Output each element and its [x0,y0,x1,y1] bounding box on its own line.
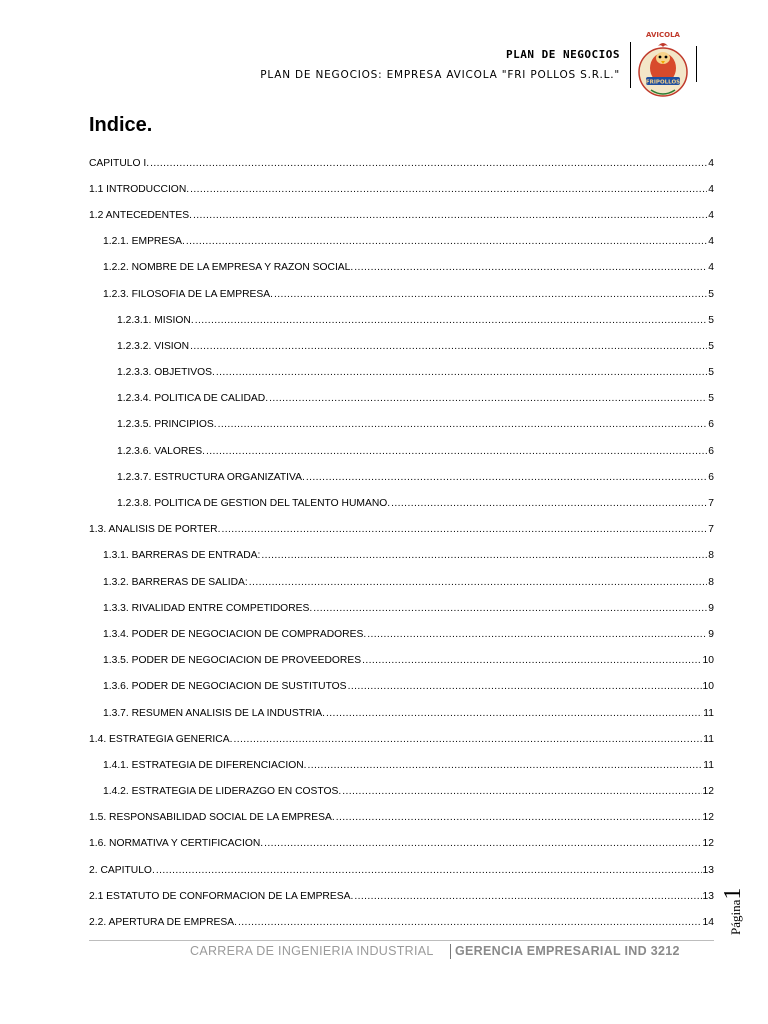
toc-entry-page: 14 [702,917,714,929]
footer-divider [89,940,714,941]
header-divider [630,42,631,88]
toc-entry-label: 1.3.3. RIVALIDAD ENTRE COMPETIDORES. [103,602,313,614]
logo-text-top: AVICOLA [646,31,680,39]
toc-entry-page: 13 [702,864,714,876]
toc-entry-label: 1.3.5. PODER DE NEGOCIACION DE PROVEEDORES [103,655,362,667]
toc-dot-leader [238,917,702,928]
toc-entry-label: 2.2. APERTURA DE EMPRESA. [89,917,238,929]
toc-entry-page: 5 [708,367,714,379]
toc-dot-leader [306,472,707,483]
footer-career: CARRERA DE INGENIERIA INDUSTRIAL [190,944,434,958]
toc-dot-leader [150,158,707,169]
page-number: 1 [720,887,746,900]
toc-entry[interactable] [89,752,714,778]
toc-entry-page: 8 [708,576,714,588]
toc-dot-leader [308,760,703,771]
toc-entry[interactable] [89,831,714,857]
toc-entry-label: 1.4. ESTRATEGIA GENERICA. [89,733,233,745]
toc-entry[interactable] [89,726,714,752]
toc-entry[interactable] [89,229,714,255]
company-logo [634,28,692,106]
toc-entry-page: 6 [708,471,714,483]
toc-entry-page: 11 [703,707,714,719]
toc-dot-leader [269,393,707,404]
toc-entry[interactable] [89,412,714,438]
header-title: PLAN DE NEGOCIOS [506,48,620,61]
header-divider-right [696,46,697,82]
toc-dot-leader [249,577,707,588]
toc-entry-label: 1.6. NORMATIVA Y CERTIFICACION. [89,838,264,850]
toc-entry[interactable] [89,517,714,543]
toc-entry[interactable] [89,386,714,412]
toc-entry[interactable] [89,490,714,516]
toc-entry-label: 1.2.2. NOMBRE DE LA EMPRESA Y RAZON SOCIAL. [103,262,354,274]
toc-entry-label: 1.3.2. BARRERAS DE SALIDA: [103,576,248,588]
toc-dot-leader [195,315,708,326]
toc-entry[interactable] [89,281,714,307]
toc-entry-page: 5 [708,314,714,326]
toc-entry[interactable] [89,674,714,700]
toc-dot-leader [336,812,702,823]
toc-dot-leader [354,891,701,902]
toc-entry-page: 4 [708,183,714,195]
toc-entry[interactable] [89,438,714,464]
toc-dot-leader [216,367,707,378]
toc-entry-page: 10 [702,681,714,693]
toc-entry-label: 1.2.3.2. VISION [117,340,190,352]
toc-entry-page: 6 [708,445,714,457]
toc-dot-leader [274,289,707,300]
header-subtitle: PLAN DE NEGOCIOS: EMPRESA AVICOLA "FRI POLLOS S.R.L." [260,69,620,81]
toc-entry-page: 4 [708,262,714,274]
toc-entry-page: 12 [702,838,714,850]
toc-entry[interactable] [89,595,714,621]
toc-entry-page: 8 [708,550,714,562]
toc-entry-label: 1.2 ANTECEDENTES. [89,209,192,221]
toc-dot-leader [261,550,707,561]
index-heading: Indice. [89,114,153,136]
toc-entry[interactable] [89,176,714,202]
toc-entry-label: 1.2.3.3. OBJETIVOS. [117,367,215,379]
toc-entry-label: 1.3.1. BARRERAS DE ENTRADA: [103,550,261,562]
toc-entry[interactable] [89,543,714,569]
toc-entry-label: 1.2.3.8. POLITICA DE GESTION DEL TALENTO HUMANO. [117,498,391,510]
toc-entry-page: 5 [708,288,714,300]
toc-entry-label: 1.2.3.4. POLITICA DE CALIDAD. [117,393,269,405]
toc-entry-page: 9 [708,602,714,614]
toc-entry-label: 1.3.6. PODER DE NEGOCIACION DE SUSTITUTOS [103,681,347,693]
toc-entry[interactable] [89,150,714,176]
toc-entry-label: 1.2.3.1. MISION. [117,314,194,326]
toc-entry[interactable] [89,569,714,595]
toc-entry-label: 2.1 ESTATUTO DE CONFORMACION DE LA EMPRESA. [89,890,354,902]
toc-entry-page: 11 [703,759,714,771]
toc-dot-leader [264,838,701,849]
toc-entry[interactable] [89,648,714,674]
toc-dot-leader [190,184,707,195]
toc-dot-leader [233,734,702,745]
toc-entry[interactable] [89,360,714,386]
toc-entry-page: 13 [702,890,714,902]
toc-entry-label: 1.3. ANALISIS DE PORTER. [89,524,221,536]
toc-entry-page: 12 [702,786,714,798]
toc-entry-label: 1.2.3.7. ESTRUCTURA ORGANIZATIVA. [117,471,305,483]
toc-entry-page: 4 [708,209,714,221]
toc-entry-label: 1.2.1. EMPRESA. [103,236,185,248]
toc-entry-page: 12 [702,812,714,824]
toc-dot-leader [190,341,707,352]
toc-dot-leader [391,498,707,509]
toc-entry-page: 6 [708,419,714,431]
toc-entry-label: 2. CAPITULO. [89,864,155,876]
toc-entry-page: 7 [708,498,714,510]
toc-entry-label: 1.5. RESPONSABILIDAD SOCIAL DE LA EMPRESA. [89,812,335,824]
toc-entry[interactable] [89,883,714,909]
toc-entry-label: 1.3.4. PODER DE NEGOCIACION DE COMPRADORES. [103,628,367,640]
toc-entry-label: 1.3.7. RESUMEN ANALISIS DE LA INDUSTRIA. [103,707,326,719]
toc-entry-label: 1.2.3.5. PRINCIPIOS. [117,419,217,431]
toc-entry-label: 1.4.2. ESTRATEGIA DE LIDERAZGO EN COSTOS. [103,786,342,798]
toc-entry[interactable] [89,255,714,281]
toc-dot-leader [206,446,707,457]
toc-entry-label: 1.2.3.6. VALORES. [117,445,205,457]
toc-entry-label: 1.2.3. FILOSOFIA DE LA EMPRESA. [103,288,273,300]
toc-dot-leader [354,262,707,273]
toc-entry[interactable] [89,202,714,228]
toc-dot-leader [156,865,702,876]
toc-entry-page: 11 [703,733,714,745]
toc-entry-label: 1.4.1. ESTRATEGIA DE DIFERENCIACION. [103,759,307,771]
toc-entry-label: CAPITULO I. [89,157,150,169]
toc-entry[interactable] [89,805,714,831]
toc-entry-page: 4 [708,236,714,248]
toc-entry[interactable] [89,621,714,647]
toc-dot-leader [313,603,707,614]
footer-course: GERENCIA EMPRESARIAL IND 3212 [455,944,680,958]
page-word: Página [728,899,743,935]
toc-dot-leader [367,629,707,640]
toc-entry-page: 9 [708,628,714,640]
toc-entry-page: 5 [708,393,714,405]
toc-dot-leader [348,681,702,692]
toc-entry[interactable] [89,464,714,490]
toc-entry[interactable] [89,700,714,726]
toc-entry-page: 4 [708,157,714,169]
toc-entry-page: 7 [708,524,714,536]
toc-dot-leader [186,236,707,247]
toc-entry-label: 1.1 INTRODUCCION. [89,183,190,195]
toc-entry[interactable] [89,909,714,935]
page-number-label [720,887,768,935]
toc-dot-leader [326,708,702,719]
footer-separator [450,944,451,959]
toc-dot-leader [342,786,701,797]
toc-dot-leader [193,210,707,221]
toc-entry[interactable] [89,307,714,333]
toc-entry-page: 5 [708,340,714,352]
toc-entry-page: 10 [702,655,714,667]
toc-entry[interactable] [89,779,714,805]
toc-dot-leader [362,655,701,666]
logo-text-mid: FRIPOLLOS [645,79,681,86]
toc-dot-leader [221,524,707,535]
toc-entry[interactable] [89,333,714,359]
toc-dot-leader [218,419,708,430]
toc-entry[interactable] [89,857,714,883]
table-of-contents [89,150,714,936]
